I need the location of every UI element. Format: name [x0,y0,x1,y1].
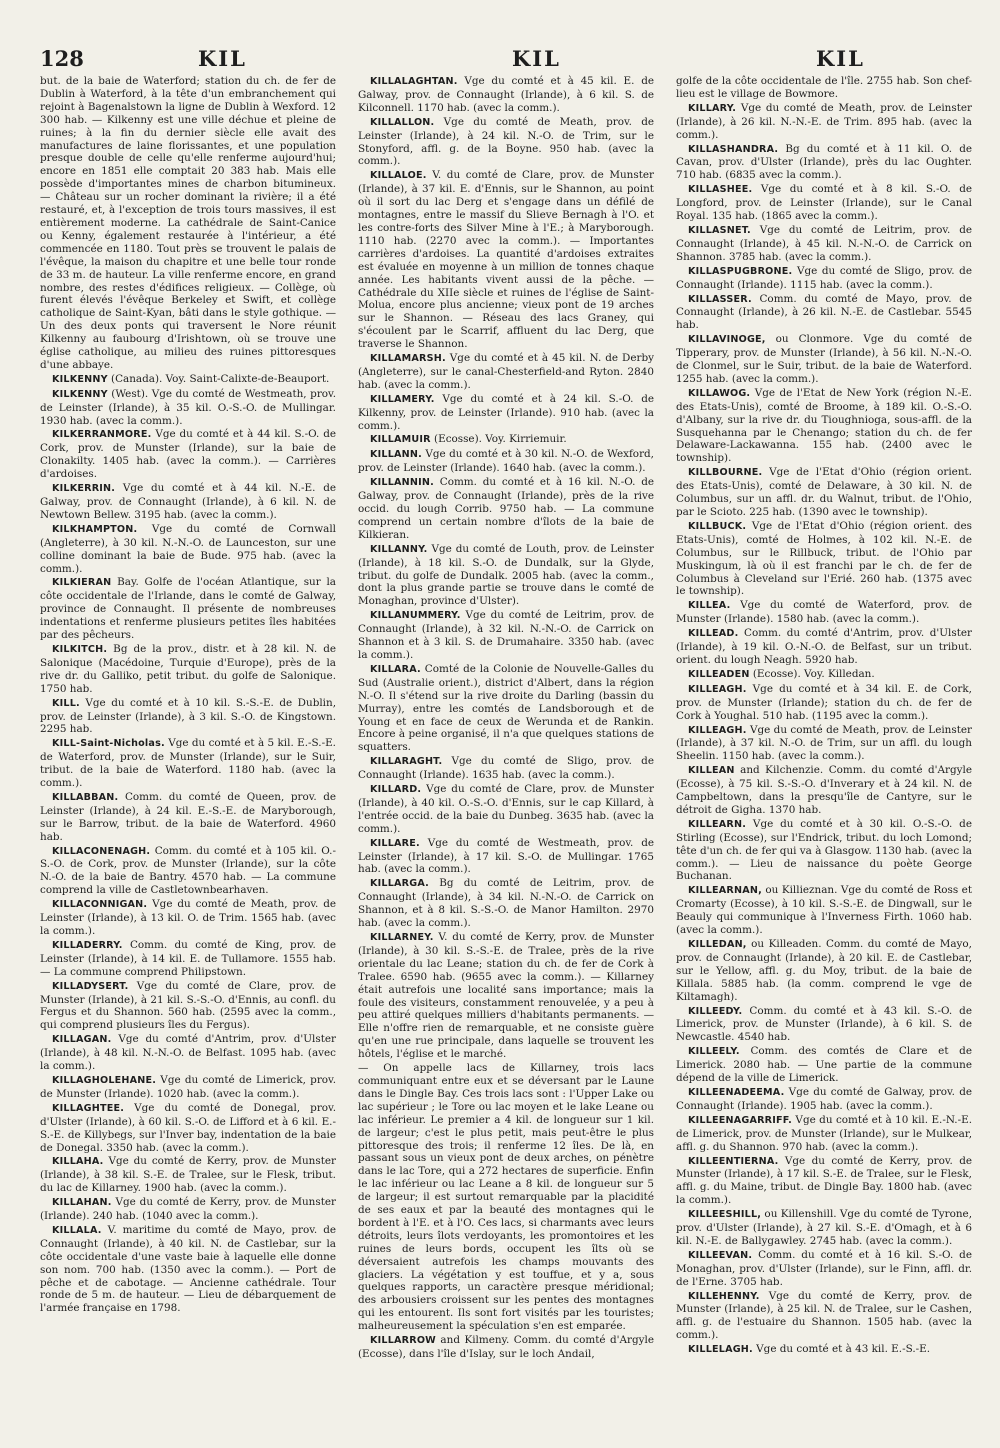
entry-text: Vge du comté de Sligo, prov. de Connaught (Irlande). 1635 hab. (avec la comm.). [358,755,654,782]
column-3 [676,75,972,1425]
dictionary-entry [676,143,972,183]
entry-headword: KILLEEVAN. [688,1249,753,1261]
entry-headword: KILLANNY. [370,543,428,555]
dictionary-entry [40,643,336,696]
dictionary-entry [676,683,972,723]
entry-headword: KILLAGHOLEHANE. [52,1074,157,1086]
dictionary-entry [40,1033,336,1073]
entry-text: Vge du comté de Leitrim, prov. de Connaught (Irlande), à 32 kil. N.-N.-O. de Carrick on Shannon et à 3 kil. S. de Drumahaire. 3350 hab. (avec la comm.). [358,609,654,661]
dictionary-entry [358,448,654,475]
entry-headword: KILLEARNAN, [688,885,762,897]
entry-headword: KILKHAMPTON. [52,523,138,535]
entry-headword: KILLAMERY. [370,393,435,405]
entry-text: Vge du comté et à 30 kil. O.-S.-O. de Stirling (Ecosse), sur l'Endrick, tribut. du loch Lomond; tête d'un ch. de fer qui va à Glasgow. 1130 hab. (avec la comm.). — Lieu de naissance du poète George Buchanan. [676,817,972,883]
entry-text: Vge du comté et à 43 kil. E.-S.-E. [752,1343,931,1356]
dictionary-entry [358,75,654,115]
entry-text: (Canada). Voy. Saint-Calixte-de-Beauport. [107,372,330,385]
entry-text: Vge de l'Etat d'Ohio (région orient. des Etats-Unis), comté de Delaware, à 30 kil. N. de Columbus, sur un affl. dr. du Walnut, tribut. de l'Ohio, par le Scioto. 225 hab. (1390 avec le township). [676,466,972,518]
dictionary-entry [40,1224,336,1315]
entry-text: Vge du comté de Kerry, prov. de Munster (Irlande), à 38 kil. S.-E. de Tralee, sur le Flesk, tribut. du lac de Killarney. 1900 hab. (avec la comm.). [40,1155,336,1195]
dictionary-entry [358,476,654,542]
entry-text: Comm. du comté et à 43 kil. S.-O. de Limerick, prov. de Munster (Irlande), à 6 kil. S. de Newcastle. 4540 hab. [676,1004,972,1044]
entry-headword: KILLAWOG. [688,387,751,399]
entry-headword: KILLANN. [370,449,422,461]
entry-text: Vge du comté de Galway, prov. de Connaught (Irlande). 1905 hab. (avec la comm.). [676,1085,972,1112]
dictionary-entry [358,1062,654,1333]
entry-headword: KILLARAGHT. [370,756,443,768]
entry-headword: KILKERRIN. [52,483,116,495]
dictionary-entry [40,697,336,737]
entry-text: Comm. des comtés de Clare et de Limerick. 2080 hab. — Une partie de la commune dépend de la ville de Limerick. [676,1045,972,1085]
entry-headword: KILLEHENNY. [688,1290,760,1302]
entry-headword: KILLASNET. [688,224,751,236]
dictionary-entry [358,116,654,169]
entry-text: Bg de la prov., distr. et à 28 kil. N. de Salonique (Macédoine, Turquie d'Europe), près de la rive dr. du Galliko, petit tribut. du golfe de Salonique. 1750 hab. [40,642,336,695]
entry-headword: KILLBUCK. [688,520,747,532]
entry-text: Vge de l'Etat d'Ohio (région orient. des Etats-Unis), comté de Holmes, à 102 kil. N.-E. de Columbus, sur le Rillbuck, tribut. de l'Ohio par Muskingum, là où il est franchi par le ch. de fer de Columbus à Cleveland sur l'Erié. 260 hab. (1375 avec le township). [676,519,972,598]
dictionary-entry [676,668,972,682]
entry-text: Bg du comté de Leitrim, prov. de Connaught (Irlande), à 34 kil. N.-N.-O. de Carrick on Shannon, et à 8 kil. S.-S.-O. de Manor Hamilton. 2970 hab. (avec la comm.). [358,877,654,930]
dictionary-entry [358,663,654,754]
entry-headword: KILLEESHILL, [688,1209,762,1221]
entry-text: Comm. du comté et à 105 kil. O.-S.-O. de Cork, prov. de Munster (Irlande), sur la côte N.-O. de la baie de Bantry. 4570 hab. — La commune comprend la ville de Castletownbearhaven. [40,844,336,897]
entry-text: Comté de la Colonie de Nouvelle-Galles du Sud (Australie orient.), district d'Albert, dans la région N.-O. Il s'étend sur la rive droite du Darling (bassin du Murray), entre les comtés de Landsborough et de Young et en face de ceux de Werunda et de Rankin. Encore à peine organisé, il n'a que quelques stations de squatters. [358,662,654,754]
entry-text: Vge du comté de Meath, prov. de Leinster (Irlande), à 26 kil. N.-N.-E. de Trim. 895 hab. (avec la comm.). [676,101,972,141]
dictionary-entry [358,352,654,392]
dictionary-entry [676,75,972,101]
dictionary-entry [676,102,972,142]
dictionary-entry [676,1086,972,1113]
entry-headword: KILLEA. [688,600,731,612]
entry-headword: KILLAVINOGE, [688,334,766,346]
entry-text: Vge du comté de Meath, prov. de Leinster (Irlande), à 37 kil. N.-O. de Trim, sur un affl. du lough Sheelin. 1150 hab. (avec la comm.). [676,723,972,763]
entry-text: V. du comté de Kerry, prov. de Munster (Irlande), à 30 kil. S.-S.-E. de Tralee, près de la rive orientale du lac Leane; station du ch. de fer de Cork à Tralee. 6590 hab. (9655 avec la comm.). — Killarney était autrefois une localité sans importance; mais la foule des visiteurs, constamment renouvelée, y a peu à peu attiré quelques milliers d'habitants permanents. — Elle n'offre rien de remarquable, et ne consiste guère qu'en une rue principale, dans laquelle se trouvent les hôtels, l'église et le marché. [358,931,654,1061]
entry-headword: KILKENNY [52,388,108,400]
running-head-left: KIL [198,46,247,71]
entry-headword: KILLANUMMERY. [370,610,461,622]
entry-headword: KILLEDAN, [688,939,747,950]
entry-text: Vge du comté et à 10 kil. E.-N.-E. de Limerick, prov. de Munster (Irlande), sur le Mulkear, affl. g. du Shannon. 970 hab. (avec la comm.). [676,1113,972,1153]
entry-text: Vge du comté de Kerry, prov. de Munster (Irlande), à 17 kil. S.-E. de Tralee, sur le Flesk, affl. g. du Maine, tribut. de Dingle Bay. 1800 hab. (avec la comm.). [676,1154,972,1207]
entry-headword: KILLARD. [370,784,422,796]
dictionary-entry [676,224,972,264]
dictionary-entry [358,783,654,836]
dictionary-entry [676,724,972,764]
entry-text: Vge du comté et à 8 kil. S.-O. de Longford, prov. de Leinster (Irlande), sur le Canal Royal. 135 hab. (1865 avec la comm.). [676,183,972,223]
entry-headword: KILLASHANDRA. [688,143,779,155]
entry-text: Vge du comté de Clare, prov. de Munster (Irlande), à 40 kil. O.-S.-O. d'Ennis, sur le cap Killard, à l'entrée occid. de la baie du Dunbeg. 3635 hab. (avec la comm.). [358,783,654,835]
entry-text: Vge du comté et à 34 kil. E. de Cork, prov. de Munster (Irlande); station du ch. de fer de Cork à Youghal. 510 hab. (1195 avec la comm.). [676,682,972,722]
dictionary-entry [358,543,654,609]
dictionary-entry [40,482,336,522]
entry-text: Vge du comté et à 24 kil. S.-O. de Kilkenny, prov. de Leinster (Irlande). 910 hab. (avec la comm.). [358,392,654,432]
entry-text: Comm. du comté de Mayo, prov. de Connaught (Irlande), à 26 kil. N.-E. de Castlebar. 5545 hab. [676,292,972,332]
dictionary-entry [358,393,654,433]
entry-headword: KILLABBAN. [52,791,119,803]
entry-text: V. maritime du comté de Mayo, prov. de Connaught (Irlande), à 40 kil. N. de Castlebar, sur la côte occidentale d'une vaste baie à laquelle elle donne son nom. 700 hab. (1350 avec la comm.). — Port de pêche et de cabotage. — Ancienne cathédrale. Tour ronde de 5 m. de hauteur. — Lieu de débarquement de l'armée française en 1798. [40,1223,336,1315]
dictionary-entry [40,737,336,790]
entry-headword: KILLELAGH. [688,1344,753,1356]
entry-text: (West). Vge du comté de Westmeath, prov. de Leinster (Irlande), à 35 kil. O.-S.-O. de Mullingar. 1930 hab. (avec la comm.). [40,387,336,427]
dictionary-entry [676,333,972,386]
dictionary-entry [40,576,336,642]
entry-headword: KILLASPUGBRONE. [688,265,793,277]
entry-headword: KILLADERRY. [52,939,123,951]
entry-text: ou Clonmore. Vge du comté de Tipperary, prov. de Munster (Irlande), à 56 kil. N.-N.-O. de Clonmel, sur le Suir, tribut. de la baie de Waterford. 1255 hab. (avec la comm.). [676,333,972,385]
column-2 [358,75,654,1425]
entry-text: Comm. du comté et à 16 kil. S.-O. de Monaghan, prov. d'Ulster (Irlande), sur le Finn, affl. dr. de l'Erne. 3705 hab. [676,1248,972,1288]
entry-headword: KILLACONENAGH. [52,845,151,857]
entry-headword: KILLARGA. [370,878,429,890]
entry-headword: KILLARE. [370,837,420,849]
dictionary-entry [676,1290,972,1343]
entry-headword: KILLAMARSH. [370,353,446,365]
entry-text: Vge du comté de Kerry, prov. de Munster (Irlande), à 25 kil. N. de Tralee, sur le Cashen, affl. g. de l'estuaire du Shannon. 1505 hab. (avec la comm.). [676,1289,972,1342]
dictionary-entry [676,466,972,519]
running-head-right: KIL [816,46,865,71]
dictionary-entry [40,388,336,428]
dictionary-entry [676,1208,972,1248]
dictionary-entry [40,980,336,1033]
entry-text: — On appelle lacs de Killarney, trois lacs communiquant entre eux et se déversant par le Laune dans le Dingle Bay. Ces trois lacs sont : l'Upper Lake ou lac supérieur ; le Tore ou lac moyen et le lake Leane ou lac inférieur. Le premier a 4 kil. de longueur sur 1 kil. de largeur; c'est le plus petit, mais peut-être le plus pittoresque des trois; il renferme 12 îles. De là, en passant sous un vieux pont de deux arches, on pénètre dans le lac Tore, qui a 272 hectares de superficie. Enfin le lac inférieur ou lac Leane a 8 kil. de longueur sur 5 de largeur; il est surtout remarquable par la placidité de ses eaux et par la beauté des montagnes qui le bordent à l'E. et à l'O. Ces lacs, si charmants avec leurs détroits, leurs îlots verdoyants, les promontoires et les ruines de leurs bords, occupent les îlts où se déversaient autrefois les champs mouvants des glaciers. La végétation y est touffue, et y a, sous quelques rapports, un caractère presque méridional; des arbousiers croissent sur les pentes des montagnes qui les entourent. Ils sont fort visités par les touristes; malheureusement la spéculation s'en est emparée. [358,1062,654,1333]
dictionary-entry [358,433,654,447]
dictionary-entry [676,387,972,465]
entry-text: (Ecosse). Voy. Kirriemuir. [430,433,567,446]
dictionary-entry [40,791,336,844]
entry-text: ou Killeaden. Comm. du comté de Mayo, prov. de Connaught (Irlande), à 20 kil. E. de Castlebar, sur le Yellow, affl. g. du Moy, tribut. de la baie de Killala. 5885 hab. (la comm. comprend le vge de Kiltamagh). [676,938,972,1003]
entry-headword: KILLEENTIERNA. [688,1155,779,1167]
entry-headword: KILLEADEN [688,668,750,680]
entry-headword: KILLAGHTEE. [52,1102,125,1114]
dictionary-entry [358,931,654,1061]
dictionary-entry [40,373,336,387]
entry-text: and Kilmeny. Comm. du comté d'Argyle (Ecosse), dans l'île d'Islay, sur le loch Andail, [358,1334,654,1360]
dictionary-entry [358,877,654,930]
entry-text: Vge du comté et à 10 kil. S.-S.-E. de Dublin, prov. de Leinster (Irlande), à 3 kil. S.-O. de Kingstown. 2295 hab. [40,696,336,736]
dictionary-entry [40,1155,336,1195]
entry-headword: KILKITCH. [52,643,108,655]
dictionary-entry [676,1249,972,1289]
entry-text: Vge du comté de Limerick, prov. de Munster (Irlande). 1020 hab. (avec la comm.). [40,1073,336,1100]
entry-text: Vge du comté de Louth, prov. de Leinster (Irlande), à 18 kil. S.-O. de Dundalk, sur la Glyde, tribut. du golfe de Dundalk. 2005 hab. (avec la comm., dont la plus grande partie se trouve dans le comté de Monaghan, province d'Ulster). [358,542,654,608]
dictionary-entry [676,884,972,937]
entry-headword: KILLEAD. [688,628,739,640]
entry-headword: KILLARA. [370,663,421,675]
dictionary-entry [676,938,972,1004]
dictionary-entry [676,764,972,817]
entry-text: ou Killenshill. Vge du comté de Tyrone, prov. d'Ulster (Irlande), à 27 kil. S.-E. d'Omagh, et à 6 kil. N.-E. de Ballygawley. 2745 hab. (avec la comm.). [676,1208,972,1247]
entry-headword: KILLALA. [52,1224,102,1236]
dictionary-entry [676,1045,972,1085]
entry-headword: KILL. [52,697,80,709]
entry-text: Vge du comté d'Antrim, prov. d'Ulster (Irlande), à 48 kil. N.-N.-O. de Belfast. 1095 hab. (avec la comm.). [40,1033,336,1073]
dictionary-entry [676,1343,972,1357]
entry-text: Vge du comté et à 5 kil. E.-S.-E. de Waterford, prov. de Munster (Irlande), sur le Suir, tribut. de la baie de Waterford. 1180 hab. (avec la comm.). [40,737,336,790]
dictionary-entry [676,265,972,292]
entry-text: Vge du comté de Leitrim, prov. de Connaught (Irlande), à 45 kil. N.-N.-O. de Carrick on Shannon. 3785 hab. (avec la comm.). [676,223,972,263]
entry-text: V. du comté de Clare, prov. de Munster (Irlande), à 37 kil. E. d'Ennis, sur le Shannon, au point où il sort du lac Derg et s'engage dans un défilé de montagnes, entre le massif du Slieve Bernagh à l'O. et les contre-forts des Silver Mine à l'E.; à Maryborough. 1110 hab. (2270 avec la comm.). — Importantes carrières d'ardoises. La quantité d'ardoises extraites est évaluée en moyenne à un million de tonnes chaque année. Les habitants vivent aussi de la pêche. — Cathédrale du XIIe siècle et ruines de l'église de Saint-Molua, encore plus ancienne; vieux pont de 19 arches sur le Shannon. — Réseau des lacs Graney, qui s'écoulent par le Scarrif, affluent du lac Derg, que traverse le Shannon. [358,169,654,351]
entry-text: Vge du comté et à 30 kil. N.-O. de Wexford, prov. de Leinster (Irlande). 1640 hab. (avec la comm.). [358,448,654,475]
entry-text: Vge du comté de Cornwall (Angleterre), à 30 kil. N.-N.-O. de Launceston, sur une colline dominant la baie de Bude. 975 hab. (avec la comm.). [40,522,336,575]
entry-text: (Ecosse). Voy. Killedan. [749,667,875,680]
dictionary-entry [358,609,654,662]
entry-text: Comm. du comté d'Antrim, prov. d'Ulster (Irlande), à 19 kil. O.-N.-O. de Belfast, sur un tribut. orient. du lough Neagh. 5920 hab. [676,627,972,666]
entry-headword: KILLEARN. [688,818,747,830]
dictionary-entry [40,939,336,979]
entry-text: Vge du comté et à 44 kil. S.-O. de Cork, prov. de Munster (Irlande), sur la baie de Clonakilty. 1405 hab. (avec la comm.). — Carrières d'ardoises. [40,428,336,481]
page-number: 128 [40,46,84,71]
entry-text: Comm. du comté de King, prov. de Leinster (Irlande), à 14 kil. E. de Tullamore. 1555 hab. — La commune comprend Philipstown. [40,938,336,978]
entry-text: Vge du comté de Waterford, prov. de Munster (Irlande). 1580 hab. (avec la comm.). [676,599,972,626]
entry-headword: KILLEEDY. [688,1005,743,1017]
dictionary-entry [40,1196,336,1223]
entry-text: but. de la baie de Waterford; station du ch. de fer de Dublin à Waterford, à la tête d'un embranchement qui rejoint à Bagenalstown la ligne de Dublin à Wexford. 12 300 hab. — Kilkenny est une ville déchue et pleine de ruines; à la fin du dernier siècle elle avait des manufactures de laine florissantes, et une population presque double de celle qu'elle renferme aujourd'hui; encore en 1851 elle comptait 20 383 hab. Mais elle possède d'importantes mines de charbon bitumineux. — Château sur un rocher dominant la rivière; il a été restauré, et, à l'exception de trois tours massives, il est entièrement moderne. La cathédrale de Saint-Canice ou Kenny, également restaurée à l'intérieur, a été commencée en 1180. Tout près se trouvent le palais de l'évêque, la maison du chapitre et une belle tour ronde de 33 m. de hauteur. La ville renferme encore, en grand nombre, des restes d'édifices religieux. — Collège, où furent élevés l'évêque Berkeley et Swift, et collège catholique de Saint-Kyan, bâti dans le style gothique. — Un des deux ponts qui traversent le Nore réunit Kilkenny au faubourg d'Irishtown, où se trouve une église catholique, au milieu des ruines pittoresques d'une abbaye. [40,75,336,371]
dictionary-entry [40,1102,336,1155]
dictionary-entry [676,818,972,884]
entry-headword: KILLALAGHTAN. [370,76,458,87]
entry-text: Bay. Golfe de l'océan Atlantique, sur la côte occidentale de l'Irlande, dans le comté de Galway, province de Connaught. Il présente de nombreuses indentations et renferme plusieurs petites îles habitées par des pêcheurs. [40,576,336,642]
dictionary-entry [676,627,972,667]
dictionary-entry [676,183,972,223]
dictionary-entry [358,837,654,877]
entry-headword: KILLAGAN. [52,1034,112,1046]
entry-headword: KILLALLON. [370,116,435,128]
dictionary-entry [676,1114,972,1154]
dictionary-entry [358,1334,654,1361]
entry-headword: KILLBOURNE. [688,467,763,479]
dictionary-entry [40,523,336,576]
entry-headword: KILLEELY. [688,1046,740,1058]
entry-headword: KILLEAGH. [688,683,747,695]
entry-headword: KILLEENADEEMA. [688,1086,785,1098]
entry-text: Vge du comté et à 45 kil. N. de Derby (Angleterre), sur le canal-Chesterfield-and Ryton. 2840 hab. (avec la comm.). [358,352,654,391]
entry-headword: KILLASHEE. [688,184,753,196]
running-head-center: KIL [512,46,561,71]
entry-headword: KILLANNIN. [370,477,434,489]
entry-headword: KILLARROW [370,1335,436,1347]
entry-text: Vge du comté et à 44 kil. N.-E. de Galway, prov. de Connaught (Irlande), à 6 kil. N. de Newtown Bellew. 3195 hab. (avec la comm.). [40,482,336,521]
entry-headword: KILLAMUIR [370,434,431,446]
dictionary-entry [676,599,972,626]
entry-text: golfe de la côte occidentale de l'île. 2755 hab. Son chef-lieu est le village de Bowmore. [676,75,972,100]
entry-headword: KILLEAGH. [688,724,747,736]
entry-headword: KILLAHA. [52,1156,104,1168]
entry-headword: KILL-Saint-Nicholas. [52,738,165,750]
entry-headword: KILKIERAN [52,577,112,589]
entry-text: Comm. du comté de Queen, prov. de Leinster (Irlande), à 24 kil. E.-S.-E. de Maryborough, sur le Barrow, tribut. de la baie de Waterford. 4960 hab. [40,790,336,843]
dictionary-entry [40,845,336,898]
dictionary-entry [40,1074,336,1101]
entry-text: Vge du comté de Clare, prov. de Munster (Irlande), à 21 kil. S.-S.-O. d'Ennis, au confl. du Fergus et du Shannon. 560 hab. (2595 avec la comm., qui comprend plusieurs îles du Fergus). [40,979,336,1032]
dictionary-entry [40,75,336,372]
entry-headword: KILKERRANMORE. [52,429,152,441]
dictionary-entry [358,755,654,782]
dictionary-entry [676,1005,972,1045]
entry-text: Vge du comté de Sligo, prov. de Connaught (Irlande). 1115 hab. (avec la comm.). [676,264,972,291]
entry-text: and Kilchenzie. Comm. du comté d'Argyle (Ecosse), à 75 kil. S.-S.-O. d'Inverary et à 24 kil. N. de Campbeltown, dans la presqu'île de Cantyre, sur le détroit de Gigha. 1370 hab. [676,764,972,816]
entry-headword: KILLADYSERT. [52,980,129,992]
entry-text: Vge du comté de Donegal, prov. d'Ulster (Irlande), à 60 kil. S.-O. de Lifford et à 6 kil. E.-S.-E. de Killybegs, sur l'Inver bay, indentation de la baie de Donegal. 3350 hab. (avec la comm.). [40,1101,336,1154]
entry-text: Vge du comté de Meath, prov. de Leinster (Irlande), à 13 kil. O. de Trim. 1565 hab. (avec la comm.). [40,898,336,937]
entry-headword: KILLARY. [688,102,737,114]
entry-text: Vge du comté et à 45 kil. E. de Galway, prov. de Connaught (Irlande), à 6 kil. S. de Kilconnell. 1170 hab. (avec la comm.). [358,75,654,114]
dictionary-entry [676,293,972,333]
dictionary-entry [40,898,336,938]
entry-text: Vge du comté de Meath, prov. de Leinster (Irlande), à 24 kil. N.-O. de Trim, sur le Stonyford, affl. g. de la Boyne. 950 hab. (avec la comm.). [358,115,654,168]
entry-headword: KILLASSER. [688,293,752,305]
dictionary-entry [676,1155,972,1208]
dictionary-entry [358,169,654,351]
entry-headword: KILLAHAN. [52,1197,112,1209]
entry-text: Bg du comté et à 11 kil. O. de Cavan, prov. d'Ulster (Irlande), près du lac Oughter. 710 hab. (6835 avec la comm.). [676,142,972,182]
column-1 [40,75,336,1425]
entry-headword: KILLALOE. [370,170,427,182]
entry-text: Vge du comté de Westmeath, prov. de Leinster (Irlande), à 17 kil. S.-O. de Mullingar. 1765 hab. (avec la comm.). [358,836,654,876]
entry-text: ou Killieznan. Vge du comté de Ross et Cromarty (Ecosse), à 10 kil. S.-S.-E. de Dingwall, sur le Beauly qui communique à l'Inverness Firth. 1060 hab. (avec la comm.). [676,884,972,937]
entry-headword: KILLEENAGARRIFF. [688,1114,792,1126]
dictionary-columns [40,75,970,1435]
entry-headword: KILLEAN [688,765,735,777]
dictionary-entry [40,428,336,481]
entry-text: Vge de l'Etat de New York (région N.-E. des Etats-Unis), comté de Broome, à 189 kil. O.-S.-O. d'Albany, sur la rive dr. du Tioughnioga, sous-affl. de la Susquehanna par le Chenango; station du ch. de fer Delaware-Lackawanna. 155 hab. (2400 avec le township). [676,386,972,465]
entry-text: Comm. du comté et à 16 kil. N.-O. de Galway, prov. de Connaught (Irlande), près de la rive occid. du lough Corrib. 9750 hab. — La commune comprend un certain nombre d'îlots de la baie de Kilkieran. [358,476,654,541]
entry-headword: KILKENNY [52,373,108,385]
dictionary-entry [676,520,972,598]
entry-text: Vge du comté de Kerry, prov. de Munster (Irlande). 240 hab. (1040 avec la comm.). [40,1196,336,1223]
entry-headword: KILLACONNIGAN. [52,899,148,911]
entry-headword: KILLARNEY. [370,932,434,943]
